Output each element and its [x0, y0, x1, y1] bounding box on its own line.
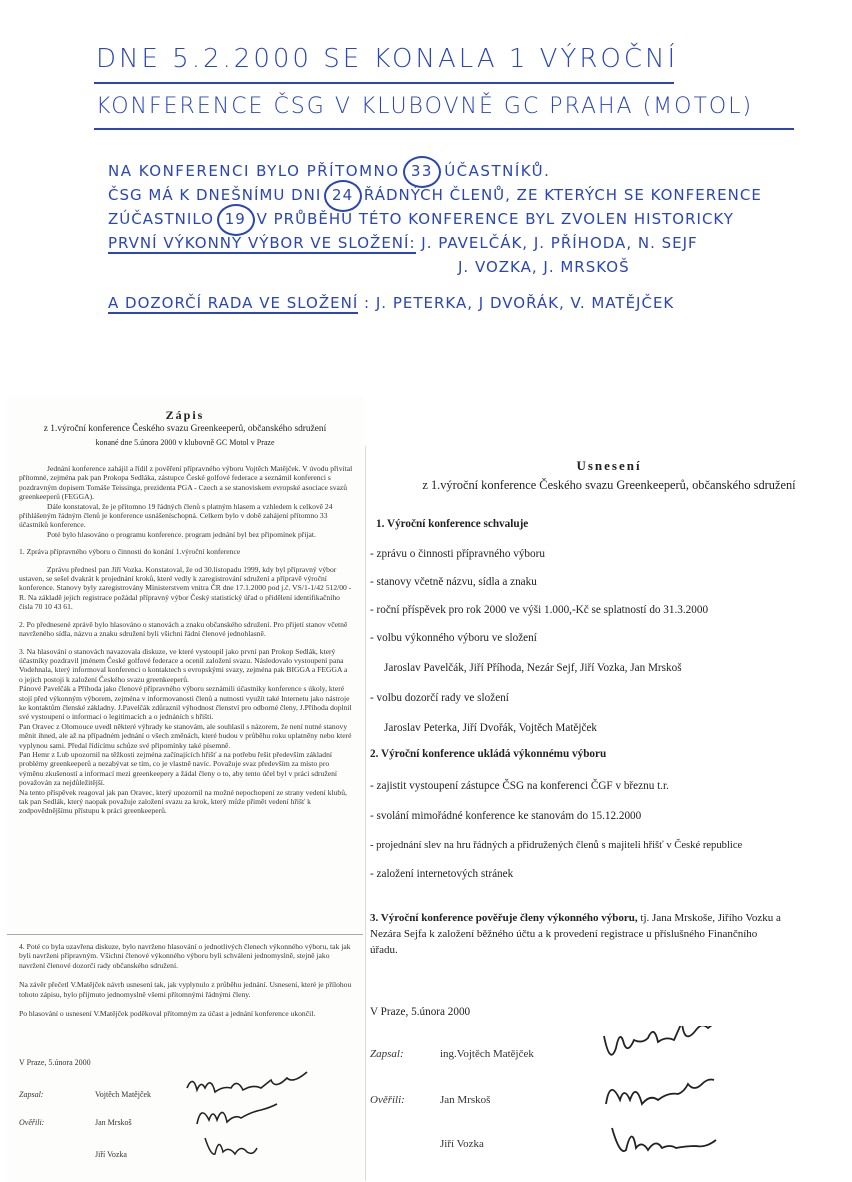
- handwritten-title-line2: KONFERENCE ČSG V KLUBOVNĚ GC PRAHA (MOTOL): [96, 94, 754, 119]
- zapis-paragraph: Zprávu přednesl pan Jiří Vozka. Konstatoval, že od 30.listopadu 1999, kdy byl přípravný výbor ustaven, se sešel dvakrát k projednání kroků, které vedly k zaregistrování sdružení a přípravě výroční konference. Stanovy byly zaregistrovány Ministerstvem vnitra ČR dne 17.1.2000 pod j.č. VS/1-1/42 512/00 - R. Na základě jejich registrace požádal přípravný výbor Český statistický úřad o přidělení identifikačního čísla 70 10 43 61.: [19, 564, 352, 612]
- zapis-paragraph: Poté bylo hlasováno o programu konference. program jednání byl bez připomínek přijat.: [47, 529, 316, 539]
- usneseni-names: Jaroslav Pavelčák, Jiří Příhoda, Nezár Sejf, Jiří Vozka, Jan Mrskoš: [384, 662, 682, 674]
- usneseni-item: - volbu výkonného výboru ve složení: [370, 632, 537, 644]
- zapis-zapsal-label: Zapsal:: [19, 1090, 44, 1099]
- zapis-paragraph: 2. Po přednesené zprávě bylo hlasováno o stanovách a znaku občanského sdružení. Pro přijetí stanov včetně navrženého sídla, názvu a znaku sdružení byli všichni řádní členové jednohlasně.: [19, 619, 348, 639]
- handwritten-title-line1: DNE 5.2.2000 SE KONALA 1 VÝROČNÍ: [96, 44, 679, 74]
- note1-text-b: ÚČASTNÍKŮ.: [444, 162, 551, 180]
- zapis-zapsal-name: Vojtěch Matějček: [95, 1090, 152, 1099]
- zapis-document: [7, 396, 363, 1182]
- usneseni-section-1: 1. Výroční konference schvaluje: [376, 518, 529, 530]
- zapis-place-date: V Praze, 5.února 2000: [19, 1058, 91, 1067]
- zapis-overil-label: Ověřili:: [19, 1118, 45, 1127]
- usneseni-title: Usnesení: [576, 458, 642, 473]
- zapis-body: [19, 464, 353, 816]
- note1-text-a: NA KONFERENCI BYLO PŘÍTOMNO: [108, 162, 400, 180]
- zapis-paragraph: Po hlasování o usnesení V.Matějček poděkoval přítomným za účast a jednání konference ukončil.: [19, 1009, 316, 1019]
- zapis-overil-name2: Jiří Vozka: [95, 1150, 127, 1159]
- signature-matejcek: [183, 1068, 313, 1102]
- usneseni-item: - svolání mimořádné konference ke stanovám do 15.12.2000: [370, 810, 642, 822]
- usneseni-section-3: 3. Výroční konference pověřuje členy výkonného výboru, tj. Jana Mrskoše, Jiřího Vozku a: [370, 912, 781, 924]
- signature-mrskos-large: [602, 1076, 722, 1120]
- usneseni-item: - projednání slev na hru řádných a přidružených členů s majiteli hřišť v České republice: [370, 840, 743, 851]
- usneseni-names: Jaroslav Peterka, Jiří Dvořák, Vojtěch Matějček: [384, 722, 598, 734]
- usneseni-overil-name2: Jiří Vozka: [440, 1138, 484, 1150]
- usneseni-item: - stanovy včetně názvu, sídla a znaku: [370, 576, 537, 588]
- zapis-paragraph: Na tento příspěvek reagoval jak pan Oravec, který upozornil na možné nepochopení ze strany vedení klubů, tak pan Sedlák, který naopak považuje založení svazu za krok, který může přimět vedení hřišť k zodpovědnějšímu přístupu k práci greenkeeperů.: [19, 787, 347, 816]
- page-break-line: [7, 934, 363, 935]
- zapis-subtitle: z 1.výroční konference Českého svazu Greenkeeperů, občanského sdružení: [43, 424, 327, 434]
- zapis-paragraph: Na závěr přečetl V.Matějček návrh usnesení tak, jak vyplynulo z průběhu jednání. Usnesení, které je přílohou tohoto zápisu, bylo přijmuto jednomyslně všemi přítomnými řádnými členy.: [19, 980, 352, 999]
- zapis-paragraph: Dále konstatoval, že je přítomno 19 řádných členů s platným hlasem a vzhledem k celkově 24 přihlášeným řádným členů je konference usnášeníschopná. Celkem bylo v době zahájení přítomno 33 účastníků konference.: [19, 501, 333, 530]
- usneseni-section-2: 2. Výroční konference ukládá výkonnému výboru: [370, 748, 607, 760]
- note-line-6: A DOZORČÍ RADA VE SLOŽENÍ : J. PETERKA, J DVOŘÁK, V. MATĚJČEK: [108, 294, 675, 312]
- zapis-paragraph: Pan Oravec z Olomouce uvedl některé výhrady ke stanovám, ale souhlasil s názorem, že není nutné stanovy měnit ihned, ale až na případném jednání o všech změnách, které budou v průběhu roku uplatněny nebo které vyplynou sami. Předal řídícímu schůze své připomínky také písemně.: [19, 721, 352, 750]
- note-line-2: ČSG MÁ K DNEŠNÍMU DNI 24 ŘÁDNÝCH ČLENŮ, ZE KTERÝCH SE KONFERENCE: [108, 186, 762, 204]
- zapis-paragraph: 4. Poté co byla uzavřena diskuze, bylo navrženo hlasování o jednotlivých členech výkonného výboru, tak jak byli navrženi přípravným. Všichni členové výkonného výboru byli schváleni jednomyslně, stejně jako navržení členové dozorčí rady občanského sdružení.: [19, 942, 351, 970]
- zapis-title: Zápis: [165, 408, 205, 422]
- usneseni-overil-name1: Jan Mrskoš: [440, 1094, 491, 1106]
- usneseni-document: [366, 446, 852, 1181]
- usneseni-zapsal-label: Zapsal:: [370, 1048, 404, 1060]
- zapis-body-page2: [19, 942, 353, 1018]
- usneseni-item: - zajistit vystoupení zástupce ČSG na konferenci ČGF v březnu t.r.: [370, 780, 669, 792]
- zapis-section-heading: 1. Zpráva přípravného výboru o činnosti do konání 1.výroční konference: [19, 547, 241, 557]
- note-line-5: J. VOZKA, J. MRSKOŠ: [458, 258, 630, 276]
- note-line-3: ZÚČASTNILO 19 V PRŮBĚHU TÉTO KONFERENCE BYL ZVOLEN HISTORICKY: [108, 210, 734, 228]
- zapis-paragraph: Pánové Pavelčák a Příhoda jako členové přípravného výboru seznámili účastníky konference s úkoly, které stojí před výkonným výborem, zejména v informovanosti členů a nutnosti využít také Internetu jako nástroje ke kontaktům členské základny. J.Pavelčák zdůraznil výhodnost členství pro odborné členy, J.Příhoda doplnil své vystoupení o informaci o legitimacích a o jednáních s hřišti.: [19, 684, 352, 722]
- signature-vozka: [201, 1134, 261, 1160]
- usneseni-overil-label: Ověřili:: [370, 1094, 405, 1106]
- usneseni-item: - volbu dozorčí rady ve složení: [370, 692, 509, 704]
- signature-vozka-large: [606, 1122, 726, 1162]
- zapis-date-line: konané dne 5.února 2000 v klubovně GC Motol v Praze: [95, 438, 275, 447]
- note1-circled-number: 33: [406, 162, 438, 180]
- note3-circled-number: 19: [220, 210, 251, 228]
- usneseni-item: - založení internetových stránek: [370, 868, 514, 880]
- usneseni-item: - roční příspěvek pro rok 2000 ve výši 1.000,-Kč se splatností do 31.3.2000: [370, 604, 709, 616]
- usneseni-place-date: V Praze, 5.února 2000: [370, 1006, 471, 1018]
- note2-circled-number: 24: [327, 186, 358, 204]
- usneseni-zapsal-name: ing.Vojtěch Matějček: [440, 1048, 534, 1060]
- note-line-1: [108, 162, 550, 180]
- signature-mrskos: [193, 1102, 283, 1132]
- zapis-paragraph: 3. Na hlasování o stanovách navazovala diskuze, ve které vystoupil jako první pan Prokop Sedlák, který účastníky pozdravil jménem České golfové federace a ocenil založení svazu. Následovalo vystoupení pana Vodehnala, který informoval konferenci o kontaktech s evropskými svazy, zejména pak BIGGA a FEGGA a o jejich postoji k založení Českého svazu greenkeeperů.: [19, 646, 348, 684]
- signature-matejcek-large: [598, 1026, 748, 1070]
- usneseni-section-3-line2: Nezára Sejfa k založení běžného účtu a k provedení registrace u příslušného Finančního: [370, 928, 758, 940]
- note-line-4: PRVNÍ VÝKONNÝ VÝBOR VE SLOŽENÍ: J. PAVELČÁK, J. PŘÍHODA, N. SEJF: [108, 234, 698, 252]
- usneseni-item: - zprávu o činnosti přípravného výboru: [370, 548, 545, 560]
- zapis-overil-name1: Jan Mrskoš: [95, 1118, 132, 1127]
- title-underline-1: [94, 82, 674, 84]
- zapis-paragraph: Pan Hemr z Lub upozornil na těžkosti zejména začínajících hřišť a na potřebu řešit především základní problémy greenkeeperů a nezabývat se tím, co je vlastně navíc. Považuje svaz především za místo pro výměnu zkušeností a informací mezi greenkeepery a žádal členy o to, aby tento účel byl v práci sdružení považován za nejdůležitější.: [19, 749, 337, 788]
- title-underline-2: [94, 128, 794, 130]
- usneseni-subtitle: z 1.výroční konference Českého svazu Greenkeeperů, občanského sdružení: [422, 478, 796, 492]
- zapis-paragraph: Jednání konference zahájil a řídil z pověření přípravného výboru Vojtěch Matějček. V úvodu přivítal přítomné, zejména pak pan Prokopa Sedláka, zástupce České golfové federace a seznámil konferenci s pozdravným dopisem Tomáše Teissinga, prezidenta PGA - Czech a se stanoviskem evropské asociace svazů greenkeeperů (FEGGA).: [19, 464, 353, 502]
- usneseni-section-3-line3: úřadu.: [370, 944, 398, 956]
